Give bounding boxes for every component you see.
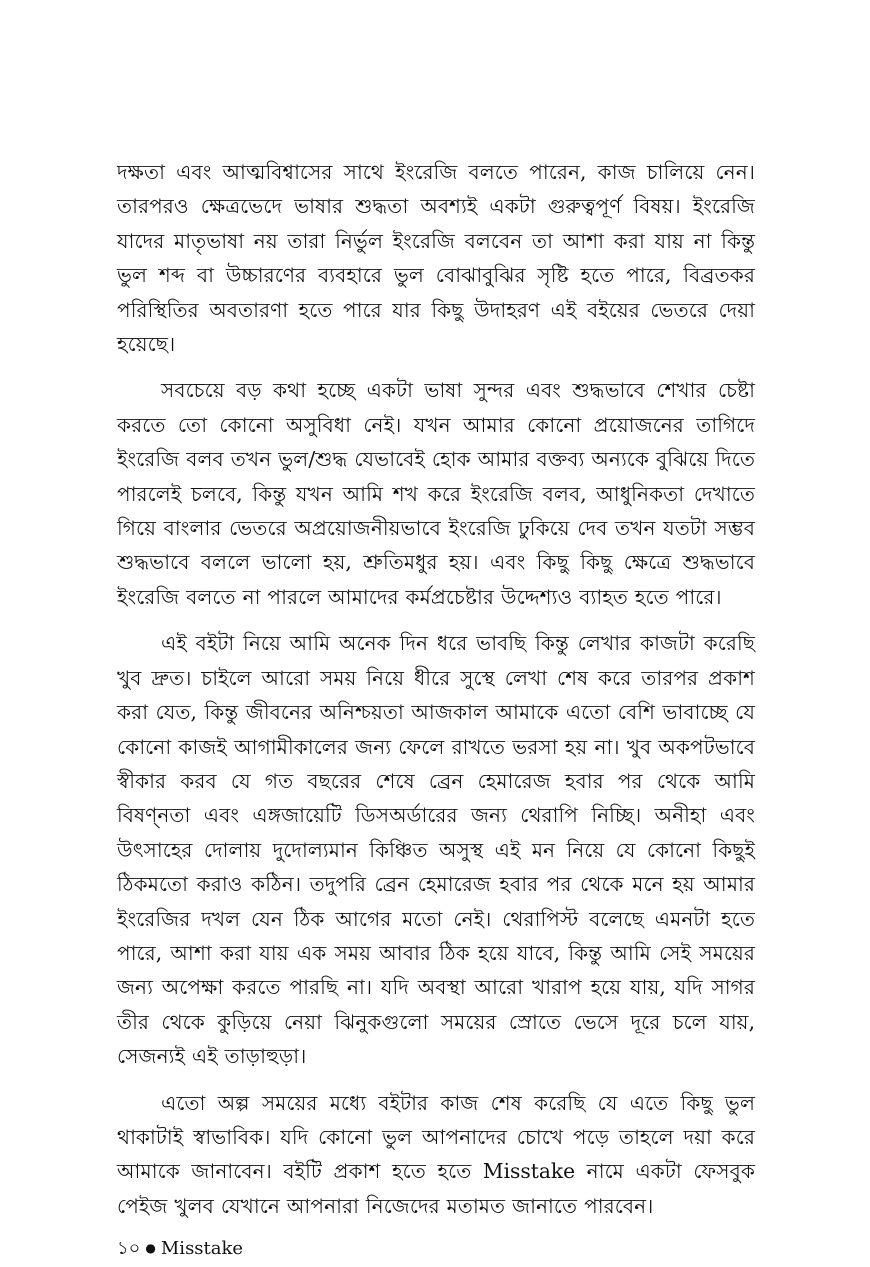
paragraph-continued: দক্ষতা এবং আত্মবিশ্বাসের সাথে ইংরেজি বলতে পারেন, কাজ চালিয়ে নেন। তারপরও ক্ষেত্রভেদে ভাষার শুদ্ধতা অবশ্যই একটা গুরুত্বপূর্ণ বিষয়। ইংরেজি যাদের মাতৃভাষা নয় তারা নির্ভুল ইংরেজি বলবেন তা আশা করা যায় না কিন্তু ভুল শব্দ বা উচ্চারণের ব্যবহারে ভুল বোঝাবুঝির সৃষ্টি হতে পারে, বিব্রতকর পরিস্থিতির অবতারণা হতে পারে যার কিছু উদাহরণ এই বইয়ের ভেতরে দেয়া হয়েছে। <box>117 160 755 357</box>
page-number: ১০ <box>117 1238 141 1259</box>
bullet-separator: ● <box>145 1241 156 1255</box>
paragraph: এতো অল্প সময়ের মধ্যে বইটার কাজ শেষ করেছি যে এতে কিছু ভুল থাকাটাই স্বাভাবিক। যদি কোনো ভুল আপনাদের চোখে পড়ে তাহলে দয়া করে আমাকে জানাবেন। বইটি প্রকাশ হতে হতে Misstake নামে একটা ফেসবুক পেইজ খুলব যেখানে আপনারা নিজেদের মতামত জানাতে পারবেন। <box>117 1090 755 1218</box>
body-text <box>117 155 755 1235</box>
book-title: Misstake <box>160 1238 244 1259</box>
page-footer <box>117 1236 243 1261</box>
paragraph: সবচেয়ে বড় কথা হচ্ছে একটা ভাষা সুন্দর এবং শুদ্ধভাবে শেখার চেষ্টা করতে তো কোনো অসুবিধা নেই। যখন আমার কোনো প্রয়োজনের তাগিদে ইংরেজি বলব তখন ভুল/শুদ্ধ যেভাবেই হোক আমার বক্তব্য অন্যকে বুঝিয়ে দিতে পারলেই চলবে, কিন্তু যখন আমি শখ করে ইংরেজি বলব, আধুনিকতা দেখাতে গিয়ে বাংলার ভেতরে অপ্রয়োজনীয়ভাবে ইংরেজি ঢুকিয়ে দেব তখন যতটা সম্ভব শুদ্ধভাবে বললে ভালো হয়, শ্রুতিমধুর হয়। এবং কিছু কিছু ক্ষেত্রে শুদ্ধভাবে ইংরেজি বলতে না পারলে আমাদের কর্মপ্রচেষ্টার উদ্দেশ্যও ব্যাহত হতে পারে। <box>117 378 755 609</box>
paragraph: এই বইটা নিয়ে আমি অনেক দিন ধরে ভাবছি কিন্তু লেখার কাজটা করেছি খুব দ্রুত। চাইলে আরো সময় নিয়ে ধীরে সুস্থে লেখা শেষ করে তারপর প্রকাশ করা যেত, কিন্তু জীবনের অনিশ্চয়তা আজকাল আমাকে এতো বেশি ভাবাচ্ছে যে কোনো কাজই আগামীকালের জন্য ফেলে রাখতে ভরসা হয় না। খুব অকপটভাবে স্বীকার করব যে গত বছরের শেষে ব্রেন হেমারেজ হবার পর থেকে আমি বিষণ্নতা এবং এঙ্গজায়েটি ডিসঅর্ডারের জন্য থেরাপি নিচ্ছি। অনীহা এবং উৎসাহের দোলায় দুদোল্যমান কিঞ্চিত অসুস্থ এই মন নিয়ে যে কোনো কিছুই ঠিকমতো করাও কঠিন। তদুপরি ব্রেন হেমারেজ হবার পর থেকে মনে হয় আমার ইংরেজির দখল যেন ঠিক আগের মতো নেই। থেরাপিস্ট বলেছে এমনটা হতে পারে, আশা করা যায় এক সময় আবার ঠিক হয়ে যাবে, কিন্তু আমি সেই সময়ের জন্য অপেক্ষা করতে পারছি না। যদি অবস্থা আরো খারাপ হয়ে যায়, যদি সাগর তীর থেকে কুড়িয়ে নেয়া ঝিনুকগুলো সময়ের স্রোতে ভেসে দূরে চলে যায়, সেজন্যই এই তাড়াহুড়া। <box>117 631 755 1069</box>
